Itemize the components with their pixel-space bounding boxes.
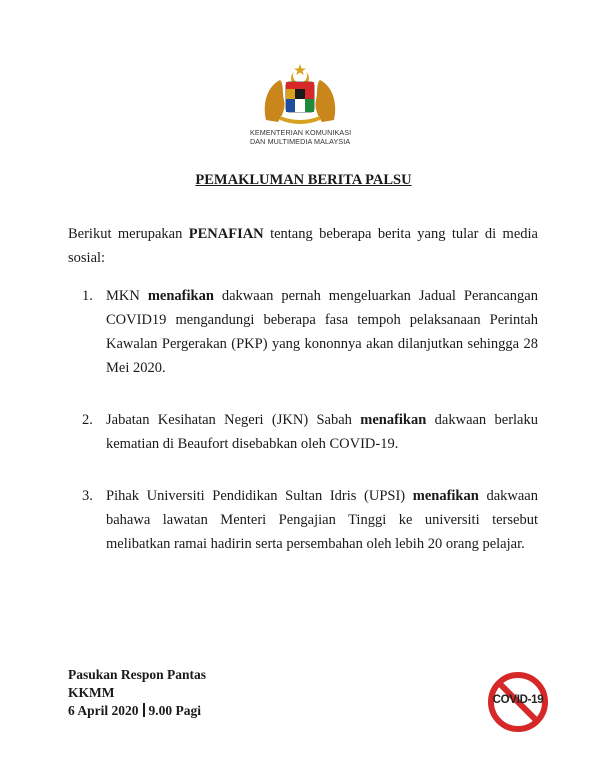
item-text-after: dakwaan pernah mengeluarkan Jadual Perancangan COVID19 mengandungi beberapa fasa tempoh pelaksanaan Perintah Kawalan Pergerakan (PKP) yang kononnya akan dilanjutkan sehingga 28 Mei 2020. bbox=[106, 288, 538, 376]
intro-text-before: Berikut merupakan bbox=[68, 226, 189, 242]
ministry-name bbox=[250, 128, 370, 146]
list-item bbox=[82, 284, 538, 380]
ministry-line2: DAN MULTIMEDIA MALAYSIA bbox=[250, 137, 351, 146]
footer-datetime bbox=[68, 702, 206, 720]
list-item bbox=[82, 484, 538, 556]
item-text-bold: menafikan bbox=[360, 412, 427, 428]
list-item-body bbox=[106, 484, 538, 556]
separator-bar bbox=[143, 703, 145, 717]
coat-of-arms-logo bbox=[258, 62, 342, 126]
intro-paragraph bbox=[68, 222, 538, 270]
ministry-line1: KEMENTERIAN KOMUNIKASI bbox=[250, 128, 352, 137]
item-text-bold: menafikan bbox=[147, 288, 214, 304]
list-item-number: 2. bbox=[82, 412, 93, 428]
covid-badge-text: COVID-19 bbox=[492, 694, 544, 706]
list-item bbox=[82, 408, 538, 456]
item-text-before: Jabatan Kesihatan Negeri (JKN) Sabah bbox=[106, 412, 361, 428]
item-text-after: dakwaan bahawa lawatan Menteri Pengajian Tinggi ke universiti tersebut melibatkan ramai hadirin serta persembahan oleh lebih 20 orang pelajar. bbox=[106, 488, 538, 552]
item-text-bold: menafikan bbox=[412, 488, 479, 504]
intro-text-after: tentang beberapa berita yang tular di media sosial: bbox=[68, 226, 538, 266]
list-item-number: 1. bbox=[82, 288, 93, 304]
item-text-before: Pihak Universiti Pendidikan Sultan Idris (UPSI) bbox=[106, 488, 413, 504]
list-item-number: 3. bbox=[82, 488, 93, 504]
footer-org: KKMM bbox=[68, 685, 115, 700]
footer-team: Pasukan Respon Pantas bbox=[68, 667, 207, 682]
list-item-body bbox=[106, 284, 538, 380]
list-item-body bbox=[106, 408, 538, 456]
item-text-after: dakwaan berlaku kematian di Beaufort disebabkan oleh COVID-19. bbox=[106, 412, 538, 452]
item-text-before: MKN bbox=[106, 288, 148, 304]
footer-date: 6 April 2020 bbox=[68, 703, 139, 718]
intro-text-bold: PENAFIAN bbox=[188, 226, 264, 242]
footer-time: 9.00 Pagi bbox=[148, 703, 202, 718]
page-title: PEMAKLUMAN BERITA PALSU bbox=[195, 172, 412, 188]
footer-signature bbox=[68, 666, 206, 720]
